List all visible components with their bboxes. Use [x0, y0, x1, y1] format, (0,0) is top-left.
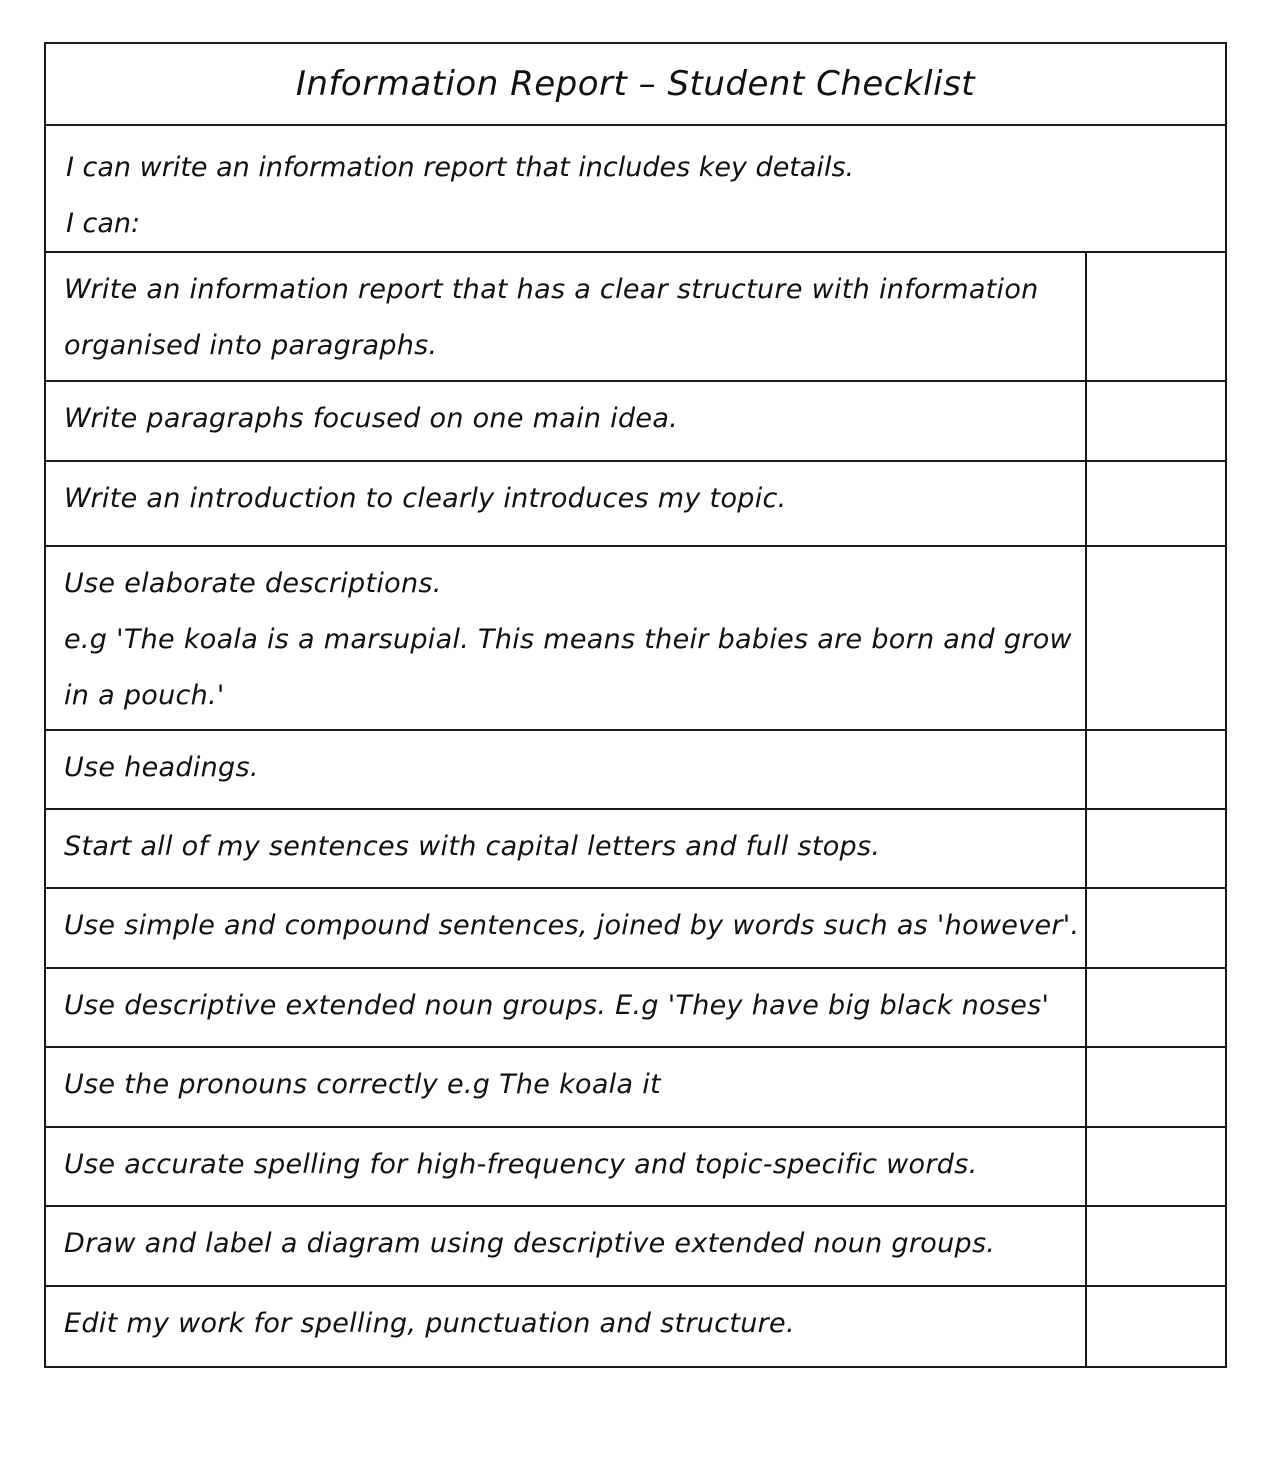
checklist-sheet [44, 42, 1227, 1368]
criterion-text [46, 1048, 1087, 1126]
criterion-line: Use descriptive extended noun groups. E.g 'They have big black noses' [64, 990, 1050, 1021]
criterion-line: Write an introduction to clearly introduces my topic. [64, 483, 787, 514]
tick-box[interactable] [1087, 382, 1225, 460]
criterion-line: organised into paragraphs. [64, 330, 438, 361]
criterion-text [46, 1287, 1087, 1366]
criterion-text [46, 969, 1087, 1046]
tick-box[interactable] [1087, 969, 1225, 1046]
criterion-line: Use headings. [64, 752, 259, 783]
checklist-row [46, 810, 1225, 889]
criterion-line: e.g 'The koala is a marsupial. This means their babies are born and grow [64, 624, 1072, 655]
checklist-row [46, 253, 1225, 382]
checklist-row [46, 1128, 1225, 1207]
criterion-line: Write an information report that has a clear structure with information [64, 274, 1039, 305]
criterion-text [46, 810, 1087, 887]
tick-box[interactable] [1087, 889, 1225, 967]
tick-box[interactable] [1087, 1207, 1225, 1285]
checklist-row [46, 1207, 1225, 1287]
criterion-text [46, 1128, 1087, 1205]
page-title: Information Report – Student Checklist [46, 44, 1225, 126]
checklist-row [46, 1048, 1225, 1128]
criterion-line: Use simple and compound sentences, joined by words such as 'however'. [64, 910, 1080, 941]
learning-intention-prompt: I can: [66, 208, 141, 239]
criterion-line: Start all of my sentences with capital letters and full stops. [64, 831, 881, 862]
tick-box[interactable] [1087, 1048, 1225, 1126]
criterion-text [46, 547, 1087, 729]
tick-box[interactable] [1087, 731, 1225, 808]
checklist-row [46, 382, 1225, 462]
learning-intention [46, 126, 1225, 253]
criterion-text [46, 382, 1087, 460]
criterion-line: in a pouch.' [64, 680, 225, 711]
tick-box[interactable] [1087, 547, 1225, 729]
checklist-row [46, 1287, 1225, 1366]
criterion-line: Draw and label a diagram using descriptive extended noun groups. [64, 1228, 996, 1259]
criterion-text [46, 731, 1087, 808]
criterion-text [46, 889, 1087, 967]
criterion-text [46, 462, 1087, 545]
checklist-table [46, 253, 1225, 1366]
criterion-text [46, 1207, 1087, 1285]
tick-box[interactable] [1087, 1128, 1225, 1205]
checklist-row [46, 462, 1225, 547]
checklist-row [46, 731, 1225, 810]
checklist-row [46, 969, 1225, 1048]
criterion-line: Write paragraphs focused on one main idea. [64, 403, 679, 434]
tick-box[interactable] [1087, 253, 1225, 380]
tick-box[interactable] [1087, 462, 1225, 545]
checklist-row [46, 547, 1225, 731]
learning-intention-statement: I can write an information report that includes key details. [66, 152, 855, 183]
criterion-line: Use accurate spelling for high-frequency and topic-specific words. [64, 1149, 978, 1180]
tick-box[interactable] [1087, 1287, 1225, 1366]
checklist-row [46, 889, 1225, 969]
tick-box[interactable] [1087, 810, 1225, 887]
criterion-line: Use the pronouns correctly e.g The koala it [64, 1069, 661, 1100]
criterion-line: Edit my work for spelling, punctuation and structure. [64, 1308, 795, 1339]
criterion-line: Use elaborate descriptions. [64, 568, 442, 599]
criterion-text [46, 253, 1087, 380]
